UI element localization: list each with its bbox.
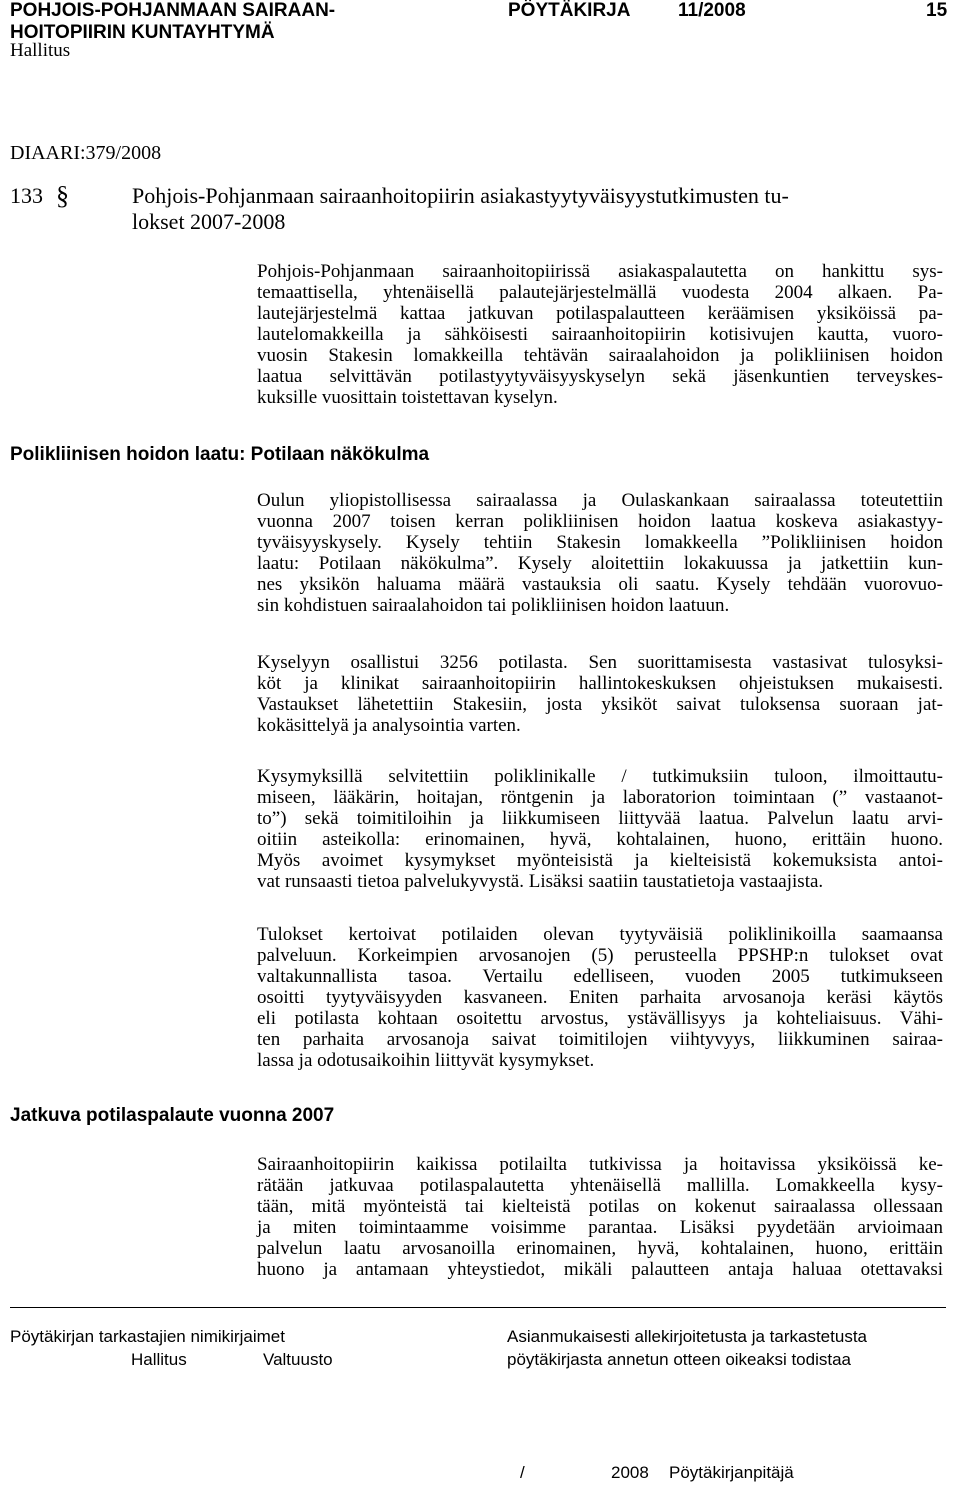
text-line: köt ja klinikat sairaanhoitopiirin hallintokeskuksen ohjeistuksen mukaisesti. (257, 673, 943, 694)
text-line: sin kohdistuen sairaalahoidon tai polikliinisen hoidon laatuun. (257, 595, 730, 616)
text-line: lautejärjestelmä kattaa jatkuvan potilaspalautteen keräämisen yksiköissä pa- (257, 303, 943, 324)
text-line: vat runsaasti tietoa palvelukyvystä. Lisäksi saatiin taustatietoja vastaajista. (257, 871, 824, 892)
section-symbol: § (56, 181, 69, 210)
footer-column-valtuusto: Valtuusto (263, 1350, 333, 1369)
text-line: tyväisyyskysely. Kysely tehtiin Stakesin lomakkeella ”Polikliinisen hoidon (257, 532, 943, 553)
text-line: Kysymyksillä selvitettiin poliklinikalle / tutkimuksiin tuloon, ilmoittautu- (257, 766, 943, 787)
footer-certification-line1: Asianmukaisesti allekirjoitetusta ja tarkastetusta (507, 1327, 867, 1346)
text-line: eli potilasta kohtaan osoitettu arvostus, ystävällisyys ja kohteliaisuus. Vähi- (257, 1008, 943, 1029)
text-line: vuonna 2007 toisen kerran polikliinisen hoidon laatua koskeva asiakastyy- (257, 511, 943, 532)
section-title (132, 183, 789, 235)
text-line: laatu: Potilaan näkökulma”. Kysely aloitettiin lokakuussa ja jatkettiin kun- (257, 553, 943, 574)
text-line: oitiin asteikolla: erinomainen, hyvä, kohtalainen, huono, erittäin huono. (257, 829, 943, 850)
text-line: kokäsittelyä ja analysointia varten. (257, 715, 521, 736)
section-title-line1: Pohjois-Pohjanmaan sairaanhoitopiirin asiakastyytyväisyystutkimusten tu- (132, 183, 789, 208)
text-line: Pohjois-Pohjanmaan sairaanhoitopiirissä asiakaspalautetta on hankittu sys- (257, 261, 943, 282)
section-title-line2: lokset 2007-2008 (132, 209, 286, 234)
page-number: 15 (926, 0, 948, 21)
text-line: lassa ja odotusaikoihin liittyvät kysymykset. (257, 1050, 595, 1071)
text-line: lautelomakkeilla ja sähköisesti sairaanhoitopiirin kotisivujen kautta, vuoro- (257, 324, 943, 345)
text-line: nes yksikön haluama määrä vastauksia oli saatu. Kysely tehdään vuorovuo- (257, 574, 943, 595)
text-line: ja miten toimintaamme voisimme parantaa. Lisäksi pyydetään arvioimaan (257, 1217, 943, 1238)
diaari-number: DIAARI:379/2008 (10, 142, 162, 164)
document-type: PÖYTÄKIRJA (508, 0, 631, 21)
meeting-body: Hallitus (10, 40, 71, 61)
text-line: huono ja antamaan yhteystiedot, mikäli palautteen antaja haluaa otettavaksi (257, 1259, 943, 1280)
footer-date-slash: / (520, 1463, 525, 1482)
footer-record-keeper: Pöytäkirjanpitäjä (669, 1463, 794, 1482)
text-line: miseen, lääkärin, hoitajan, röntgenin ja laboratorion toimintaan (” vastaanot- (257, 787, 943, 808)
footer-certification-line2: pöytäkirjasta annetun otteen oikeaksi todistaa (507, 1350, 852, 1369)
text-line: to”) sekä toimitiloihin ja liikkumiseen liittyvää laatua. Palvelun laatu arvi- (257, 808, 943, 829)
text-line: tään, mitä myönteistä tai kielteistä potilas on kokenut sairaalassa ollessaan (257, 1196, 943, 1217)
paragraph-participants (257, 652, 943, 736)
organization-name-line2: HOITOPIIRIN KUNTAYHTYMÄ (10, 22, 275, 43)
subheading-jatkuva: Jatkuva potilaspalaute vuonna 2007 (10, 1105, 335, 1126)
paragraph-intro (257, 261, 943, 408)
text-line: rätään jatkuvaa potilaspalautetta yhtenäisellä mallilla. Lomakkeella kysy- (257, 1175, 943, 1196)
paragraph-results (257, 924, 943, 1071)
text-line: Sairaanhoitopiirin kaikissa potilailta tutkivissa ja hoitavissa yksiköissä ke- (257, 1154, 943, 1175)
footer-divider (10, 1307, 946, 1308)
text-line: laatua selvittävän potilastyytyväisyyskyselyn sekä jäsenkuntien terveyskes- (257, 366, 943, 387)
text-line: Vastaukset lähetettiin Stakesiin, josta yksiköt saivat tuloksensa suoraan jat- (257, 694, 943, 715)
footer-year: 2008 (611, 1463, 649, 1482)
text-line: temaattisella, yhtenäisellä palautejärjestelmällä vuodesta 2004 alkaen. Pa- (257, 282, 943, 303)
text-line: ten parhaita arvosanoja saivat toimitilojen viihtyvyys, liikkuminen sairaa- (257, 1029, 943, 1050)
paragraph-continuous-feedback (257, 1154, 943, 1280)
text-line: osoitti tyytyväisyyden kasvaneen. Eniten parhaita arvosanoja keräsi käytös (257, 987, 943, 1008)
text-line: valtakunnallista tasoa. Vertailu edelliseen, vuoden 2005 tutkimukseen (257, 966, 943, 987)
subheading-polikliininen: Polikliinisen hoidon laatu: Potilaan näkökulma (10, 444, 430, 465)
text-line: Kyselyyn osallistui 3256 potilasta. Sen suorittamisesta vastasivat tulosyksi- (257, 652, 943, 673)
text-line: vuosin Stakesin lomakkeilla tehtävän sairaalahoidon ja polikliinisen hoidon (257, 345, 943, 366)
document-number: 11/2008 (678, 0, 746, 21)
paragraph-questions (257, 766, 943, 892)
footer-inspectors-title: Pöytäkirjan tarkastajien nimikirjaimet (10, 1327, 285, 1346)
organization-name-line1: POHJOIS-POHJANMAAN SAIRAAN- (10, 0, 336, 21)
text-line: Oulun yliopistollisessa sairaalassa ja Oulaskankaan sairaalassa toteutettiin (257, 490, 943, 511)
footer-column-hallitus: Hallitus (131, 1350, 187, 1369)
text-line: palveluun. Korkeimpien arvosanojen (5) perusteella PPSHP:n tulokset ovat (257, 945, 943, 966)
text-line: kuksille vuosittain toistettavan kyselyn. (257, 387, 558, 408)
text-line: Myös avoimet kysymykset myönteisistä ja kielteisistä kokemuksista antoi- (257, 850, 943, 871)
text-line: Tulokset kertoivat potilaiden olevan tyytyväisiä poliklinikoilla saamaansa (257, 924, 943, 945)
paragraph-survey (257, 490, 943, 616)
text-line: palvelun laatu arvosanoilla erinomainen, hyvä, kohtalainen, huono, erittäin (257, 1238, 943, 1259)
section-number: 133 (10, 183, 43, 208)
